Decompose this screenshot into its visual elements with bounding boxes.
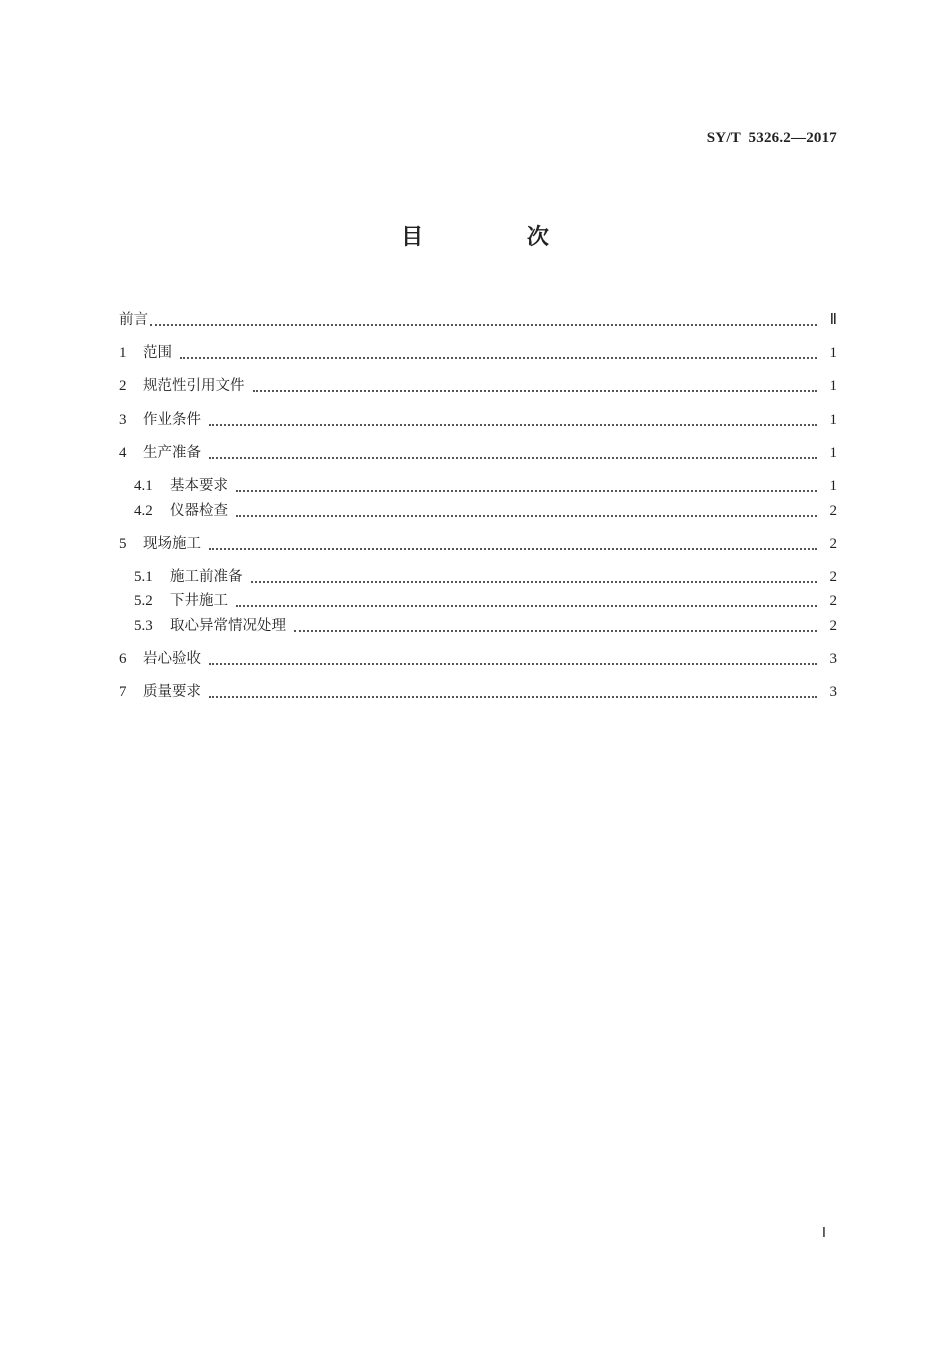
toc-entry-page: 1 [829,412,837,428]
toc-entry-3[interactable] [119,408,837,432]
toc-entry-1[interactable] [119,341,837,365]
page-title: 目 次 [401,225,597,250]
toc-entry-label: 施工前准备 [170,569,243,585]
toc-entry-page: 1 [829,445,837,461]
toc-entry-preface[interactable] [119,308,837,332]
toc-entry-label: 范围 [143,345,172,361]
toc-entry-6[interactable] [119,647,837,671]
toc-entry-number: 7 [119,684,127,700]
toc-entry-page: 1 [829,478,837,494]
toc-entry-5-1[interactable] [134,565,837,589]
toc-entry-number: 4.2 [134,503,153,519]
toc-entry-label: 作业条件 [143,412,201,428]
toc-leader-dots [236,514,817,517]
toc-entry-page: Ⅱ [829,312,837,328]
toc-entry-page: 1 [829,378,837,394]
toc-entry-page: 2 [829,569,837,585]
toc-leader-dots [251,580,818,583]
toc-leader-dots [236,604,817,607]
toc-entry-label: 基本要求 [170,478,228,494]
toc-leader-dots [253,389,818,392]
toc-leader-dots [236,489,817,492]
toc-leader-dots [209,547,817,550]
toc-leader-dots [294,629,817,632]
toc-entry-label: 生产准备 [143,445,201,461]
toc-entry-number: 1 [119,345,127,361]
toc-entry-number: 5 [119,536,127,552]
toc-leader-dots [209,456,817,459]
toc-leader-dots [180,356,817,359]
toc-entry-5-3[interactable] [134,614,837,638]
toc-entry-page: 3 [829,684,837,700]
toc-leader-dots [209,662,817,665]
toc-entry-page: 2 [829,503,837,519]
toc-entry-4-2[interactable] [134,499,837,523]
toc-entry-number: 5.1 [134,569,153,585]
toc-entry-2[interactable] [119,374,837,398]
toc-entry-number: 6 [119,651,127,667]
toc-entry-number: 3 [119,412,127,428]
toc-entry-4-1[interactable] [134,474,837,498]
toc-entry-7[interactable] [119,680,837,704]
page-number: Ⅰ [821,1226,826,1241]
toc-entry-page: 3 [829,651,837,667]
toc-entry-label: 岩心验收 [143,651,201,667]
toc-entry-5-2[interactable] [134,589,837,613]
toc-entry-number: 4.1 [134,478,153,494]
toc-entry-number: 5.3 [134,618,153,634]
toc-entry-number: 5.2 [134,593,153,609]
toc-entry-4[interactable] [119,441,837,465]
toc-entry-number: 2 [119,378,127,394]
toc-entry-page: 2 [829,593,837,609]
standard-code: SY/T 5326.2—2017 [706,130,837,146]
toc-leader-dots [209,423,817,426]
toc-leader-dots [209,695,817,698]
toc-entry-page: 1 [829,345,837,361]
toc-leader-dots [150,323,817,326]
toc-entry-page: 2 [829,618,837,634]
toc-entry-label: 取心异常情况处理 [170,618,286,634]
toc-entry-label: 现场施工 [143,536,201,552]
toc-entry-5[interactable] [119,532,837,556]
toc-entry-label: 下井施工 [170,593,228,609]
toc-entry-label: 规范性引用文件 [143,378,245,394]
toc-entry-label: 前言 [119,312,148,328]
toc-entry-label: 仪器检查 [170,503,228,519]
toc-entry-label: 质量要求 [143,684,201,700]
toc-entry-number: 4 [119,445,127,461]
toc-entry-page: 2 [829,536,837,552]
